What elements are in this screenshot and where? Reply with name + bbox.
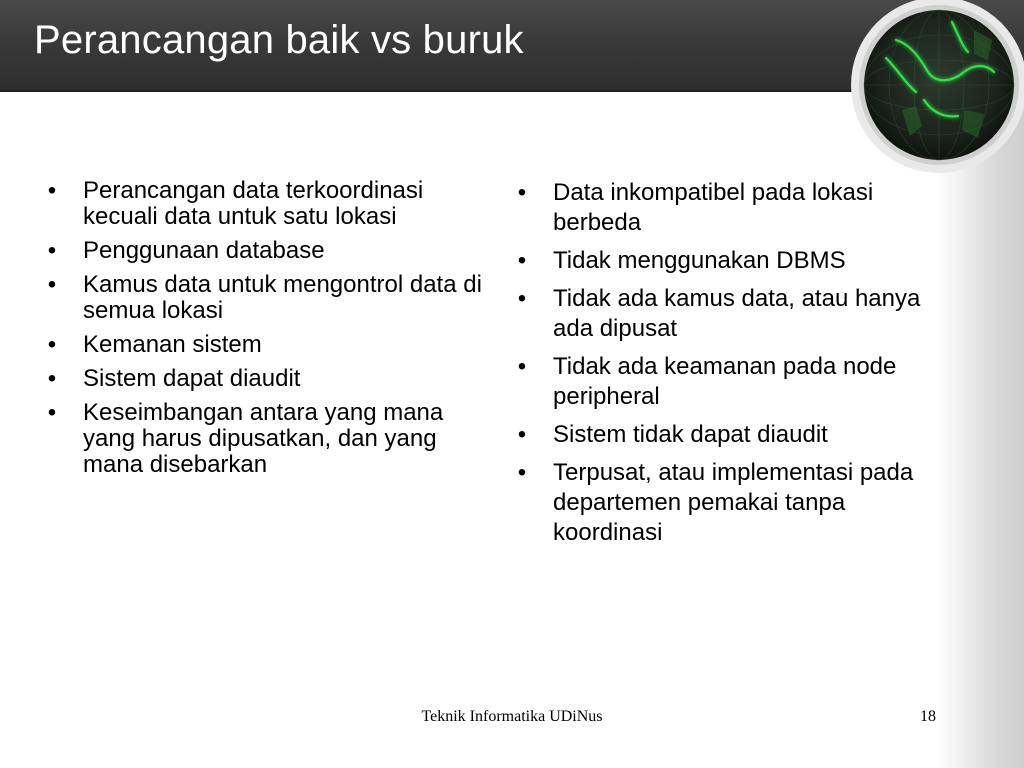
list-item-text: Tidak menggunakan DBMS <box>553 247 846 274</box>
bullet: • <box>47 399 57 426</box>
list-item-text: Tidak ada keamanan pada node peripheral <box>553 353 897 410</box>
list-item <box>512 458 952 548</box>
list-item <box>42 272 482 324</box>
globe-icon <box>824 0 1024 180</box>
list-item <box>42 178 482 230</box>
list-item <box>42 400 482 478</box>
list-item-text: Perancangan data terkoordinasi kecuali data untuk satu lokasi <box>83 177 424 230</box>
list-item <box>42 238 482 264</box>
right-column <box>512 178 952 556</box>
list-item <box>512 420 952 450</box>
bullet: • <box>517 459 527 486</box>
list-item <box>512 352 952 412</box>
list-item-text: Sistem dapat diaudit <box>83 365 301 392</box>
list-item-text: Sistem tidak dapat diaudit <box>553 421 828 448</box>
bullet: • <box>47 331 57 358</box>
bullet: • <box>47 271 57 298</box>
slide-title: Perancangan baik vs buruk <box>34 18 524 62</box>
list-item-text: Terpusat, atau implementasi pada departemen pemakai tanpa koordinasi <box>553 459 914 546</box>
bullet: • <box>517 179 527 206</box>
bullet: • <box>47 365 57 392</box>
footer-text: Teknik Informatika UDiNus <box>421 708 603 725</box>
list-item-text: Tidak ada kamus data, atau hanya ada dipusat <box>553 285 921 342</box>
bullet: • <box>517 247 527 274</box>
list-item <box>512 284 952 344</box>
bullet: • <box>47 177 57 204</box>
bad-design-list <box>512 178 952 548</box>
good-design-list <box>42 178 482 478</box>
list-item <box>42 366 482 392</box>
bullet: • <box>517 285 527 312</box>
list-item-text: Penggunaan database <box>83 237 325 264</box>
list-item-text: Kamus data untuk mengontrol data di semua lokasi <box>83 271 482 324</box>
list-item <box>42 332 482 358</box>
left-column <box>42 178 482 486</box>
list-item-text: Keseimbangan antara yang mana yang harus dipusatkan, dan yang mana disebarkan <box>83 399 444 478</box>
page-number: 18 <box>920 708 936 725</box>
list-item <box>512 178 952 238</box>
bullet: • <box>517 353 527 380</box>
list-item-text: Kemanan sistem <box>83 331 262 358</box>
bullet: • <box>47 237 57 264</box>
list-item-text: Data inkompatibel pada lokasi berbeda <box>553 179 874 236</box>
bullet: • <box>517 421 527 448</box>
list-item <box>512 246 952 276</box>
